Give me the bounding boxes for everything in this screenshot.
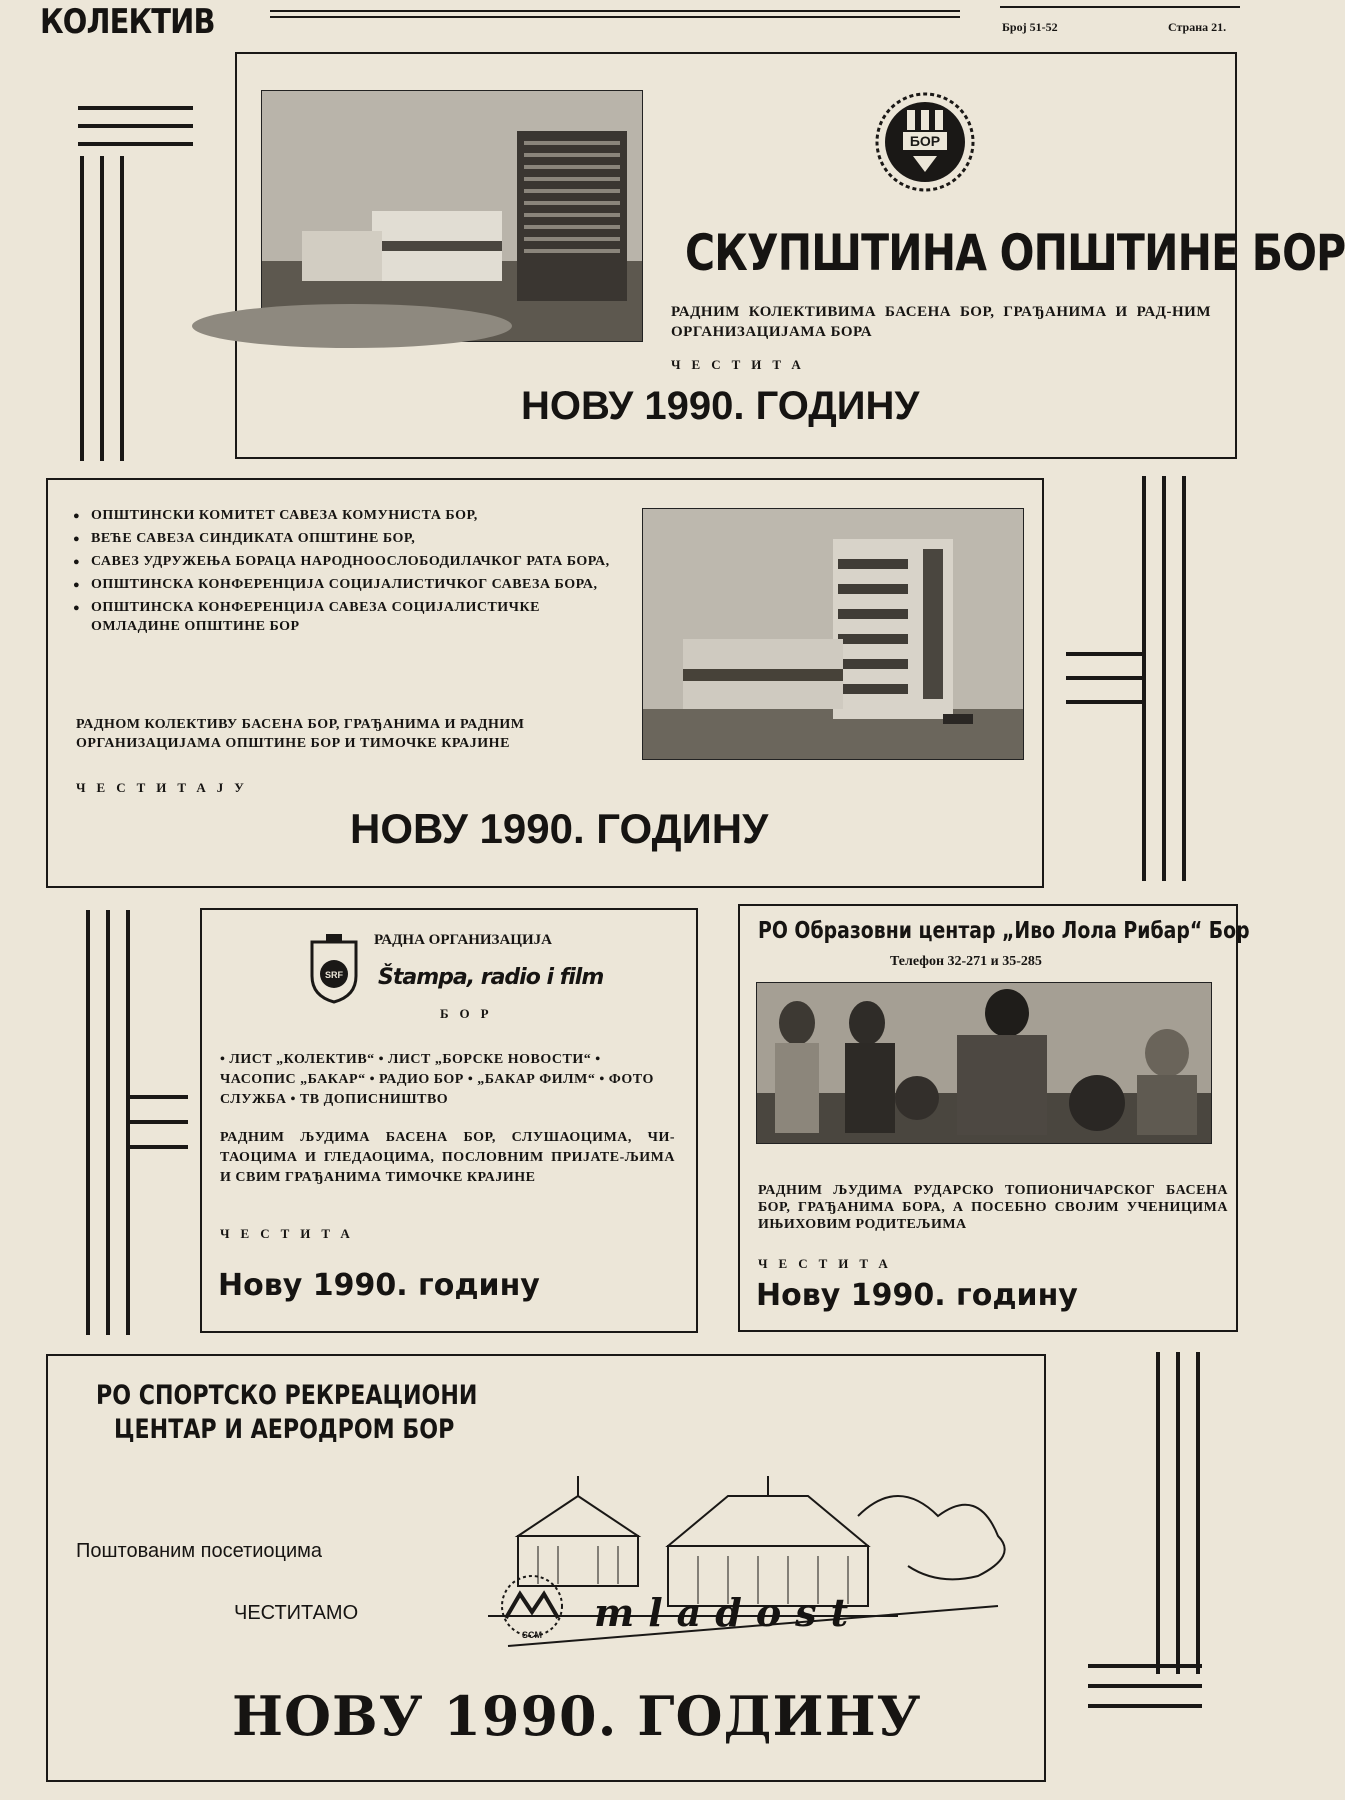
ad5-addressees: Поштованим посетиоцима: [76, 1540, 323, 1562]
list-item: ● САВЕЗ УДРУЖЕЊА БОРАЦА НАРОДНООСЛОБОДИЛАЧКОГ РАТА БОРА,: [73, 552, 613, 571]
ad3-org-type: РАДНА ОРГАНИЗАЦИЈА: [374, 932, 552, 948]
ad5-brand: mladost: [594, 1590, 863, 1635]
ad4-addressees: РАДНИМ ЉУДИМА РУДАРСКО ТОПИОНИЧАРСКОГ БАСЕНА БОР, ГРАЂАНИМА БОРА, А ПОСЕБНО СВОЈИМ УЧЕНИЦИМА ИЊИХОВИМ РОДИТЕЉИМА: [758, 1183, 1228, 1232]
ad1-title: СКУПШТИНА ОПШТИНЕ БОР: [685, 224, 1345, 282]
decor-rule: [1066, 700, 1142, 704]
decor-rule: [1066, 652, 1142, 656]
svg-text:SRF: SRF: [325, 970, 343, 980]
ad5-title-line2: ЦЕНТАР И АЕРОДРОМ БОР: [114, 1414, 455, 1445]
header-rule: [270, 16, 960, 18]
decor-rule: [1176, 1352, 1180, 1674]
header-rule: [270, 10, 960, 12]
header-rule: [1000, 6, 1240, 8]
ad3-services: • ЛИСТ „КОЛЕКТИВ“ • ЛИСТ „БОРСКЕ НОВОСТИ“ • ЧАСОПИС „БАКАР“ • РАДИО БОР • „БАКАР ФИЛМ“ • ФОТО СЛУЖБА • ТВ ДОПИСНИШТВО: [220, 1052, 654, 1107]
decor-rule: [120, 156, 124, 461]
list-item: ● ВЕЋЕ САВЕЗА СИНДИКАТА ОПШТИНЕ БОР,: [73, 529, 613, 548]
ad5-verb: ЧЕСТИТАМО: [234, 1602, 359, 1624]
ad1-greeting: НОВУ 1990. ГОДИНУ: [521, 384, 920, 428]
party-building-photo: [642, 508, 1024, 760]
ad-sports-center: [46, 1354, 1046, 1782]
decor-rule: [1162, 476, 1166, 881]
ad-municipal-assembly: [235, 52, 1345, 459]
workshop-photo: [756, 982, 1212, 1144]
ad3-city: БОР: [440, 1006, 500, 1021]
ad1-addressees: РАДНИМ КОЛЕКТИВИМА БАСЕНА БОР, ГРАЂАНИМА И РАД-НИМ ОРГАНИЗАЦИЈАМА БОРА: [671, 304, 1211, 340]
decor-rule: [130, 1145, 188, 1149]
city-hall-photo: [261, 90, 643, 342]
page-number: Страна 21.: [1168, 20, 1227, 34]
ad4-title: РО Образовни центар „Иво Лола Рибар“ Бор: [758, 918, 1250, 944]
decor-rule: [106, 910, 110, 1335]
ad4-phone: Телефон 32-271 и 35-285: [890, 954, 1042, 969]
decor-rule: [100, 156, 104, 461]
party-building-photo-illustration: [643, 509, 1023, 759]
masthead: КОЛЕКТИВ: [40, 2, 215, 42]
decor-rule: [130, 1120, 188, 1124]
ad-press-radio-film: [200, 908, 698, 1333]
ad4-greeting: Нову 1990. годину: [756, 1278, 1078, 1313]
ad1-verb: ЧЕСТИТА: [671, 357, 812, 372]
decor-rule: [1088, 1704, 1202, 1708]
decor-rule: [86, 910, 90, 1335]
decor-rule: [1066, 676, 1142, 680]
ad2-addressees: РАДНОМ КОЛЕКТИВУ БАСЕНА БОР, ГРАЂАНИМА И РАДНИМ ОРГАНИЗАЦИЈАМА ОПШТИНЕ БОР И ТИМОЧКЕ КРАЈИНЕ: [76, 717, 525, 751]
list-item: ● ОПШТИНСКА КОНФЕРЕНЦИЈА СОЦИЈАЛИСТИЧКОГ САВЕЗА БОРА,: [73, 575, 613, 594]
ad3-greeting: Нову 1990. годину: [218, 1268, 540, 1303]
organizations-list: [73, 506, 613, 640]
ad-political-organizations: [46, 478, 1044, 888]
svg-text:БОР: БОР: [909, 133, 941, 149]
ad3-org-name: Štampa, radio i film: [378, 965, 604, 990]
ad3-addressees: РАДНИМ ЉУДИМА БАСЕНА БОР, СЛУШАОЦИМА, ЧИ-ТАОЦИМА И ГЛЕДАОЦИМА, ПОСЛОВНИМ ПРИЈАТЕ-ЉИМА И СВИМ ГРАЂАНИМА ТИМОЧКЕ КРАЈИНЕ: [220, 1130, 675, 1185]
issue-number: Број 51-52: [1002, 20, 1058, 34]
city-hall-photo-illustration: [262, 91, 642, 341]
ad4-verb: ЧЕСТИТА: [758, 1256, 899, 1271]
list-item: ● ОПШТИНСКИ КОМИТЕТ САВЕЗА КОМУНИСТА БОР,: [73, 506, 613, 525]
ad3-verb: ЧЕСТИТА: [220, 1226, 361, 1241]
ad2-greeting: НОВУ 1990. ГОДИНУ: [350, 805, 769, 852]
decor-rule: [1196, 1352, 1200, 1674]
decor-rule: [78, 124, 193, 128]
decor-rule: [1156, 1352, 1160, 1674]
decor-rule: [78, 142, 193, 146]
srf-logo-icon: [306, 932, 362, 1004]
decor-rule: [1182, 476, 1186, 881]
mladost-logo-icon: [492, 1572, 572, 1646]
decor-rule: [1142, 476, 1146, 881]
decor-rule: [1088, 1664, 1202, 1668]
decor-rule: [1088, 1684, 1202, 1688]
ad-education-center: [738, 904, 1250, 1332]
decor-rule: [80, 156, 84, 461]
decor-rule: [78, 106, 193, 110]
bor-coat-of-arms-icon: [873, 90, 977, 194]
decor-rule: [130, 1095, 188, 1099]
list-item: ● ОПШТИНСКА КОНФЕРЕНЦИЈА САВЕЗА СОЦИЈАЛИСТИЧКЕ ОМЛАДИНЕ ОПШТИНЕ БОР: [73, 598, 613, 636]
svg-text:SCM: SCM: [522, 1630, 542, 1640]
workshop-photo-illustration: [757, 983, 1211, 1143]
ad2-verb: ЧЕСТИТАЈУ: [76, 780, 255, 795]
ad5-greeting: НОВУ 1990. ГОДИНУ: [232, 1684, 922, 1748]
ad5-title-line1: РО СПОРТСКО РЕКРЕАЦИОНИ: [96, 1380, 478, 1411]
